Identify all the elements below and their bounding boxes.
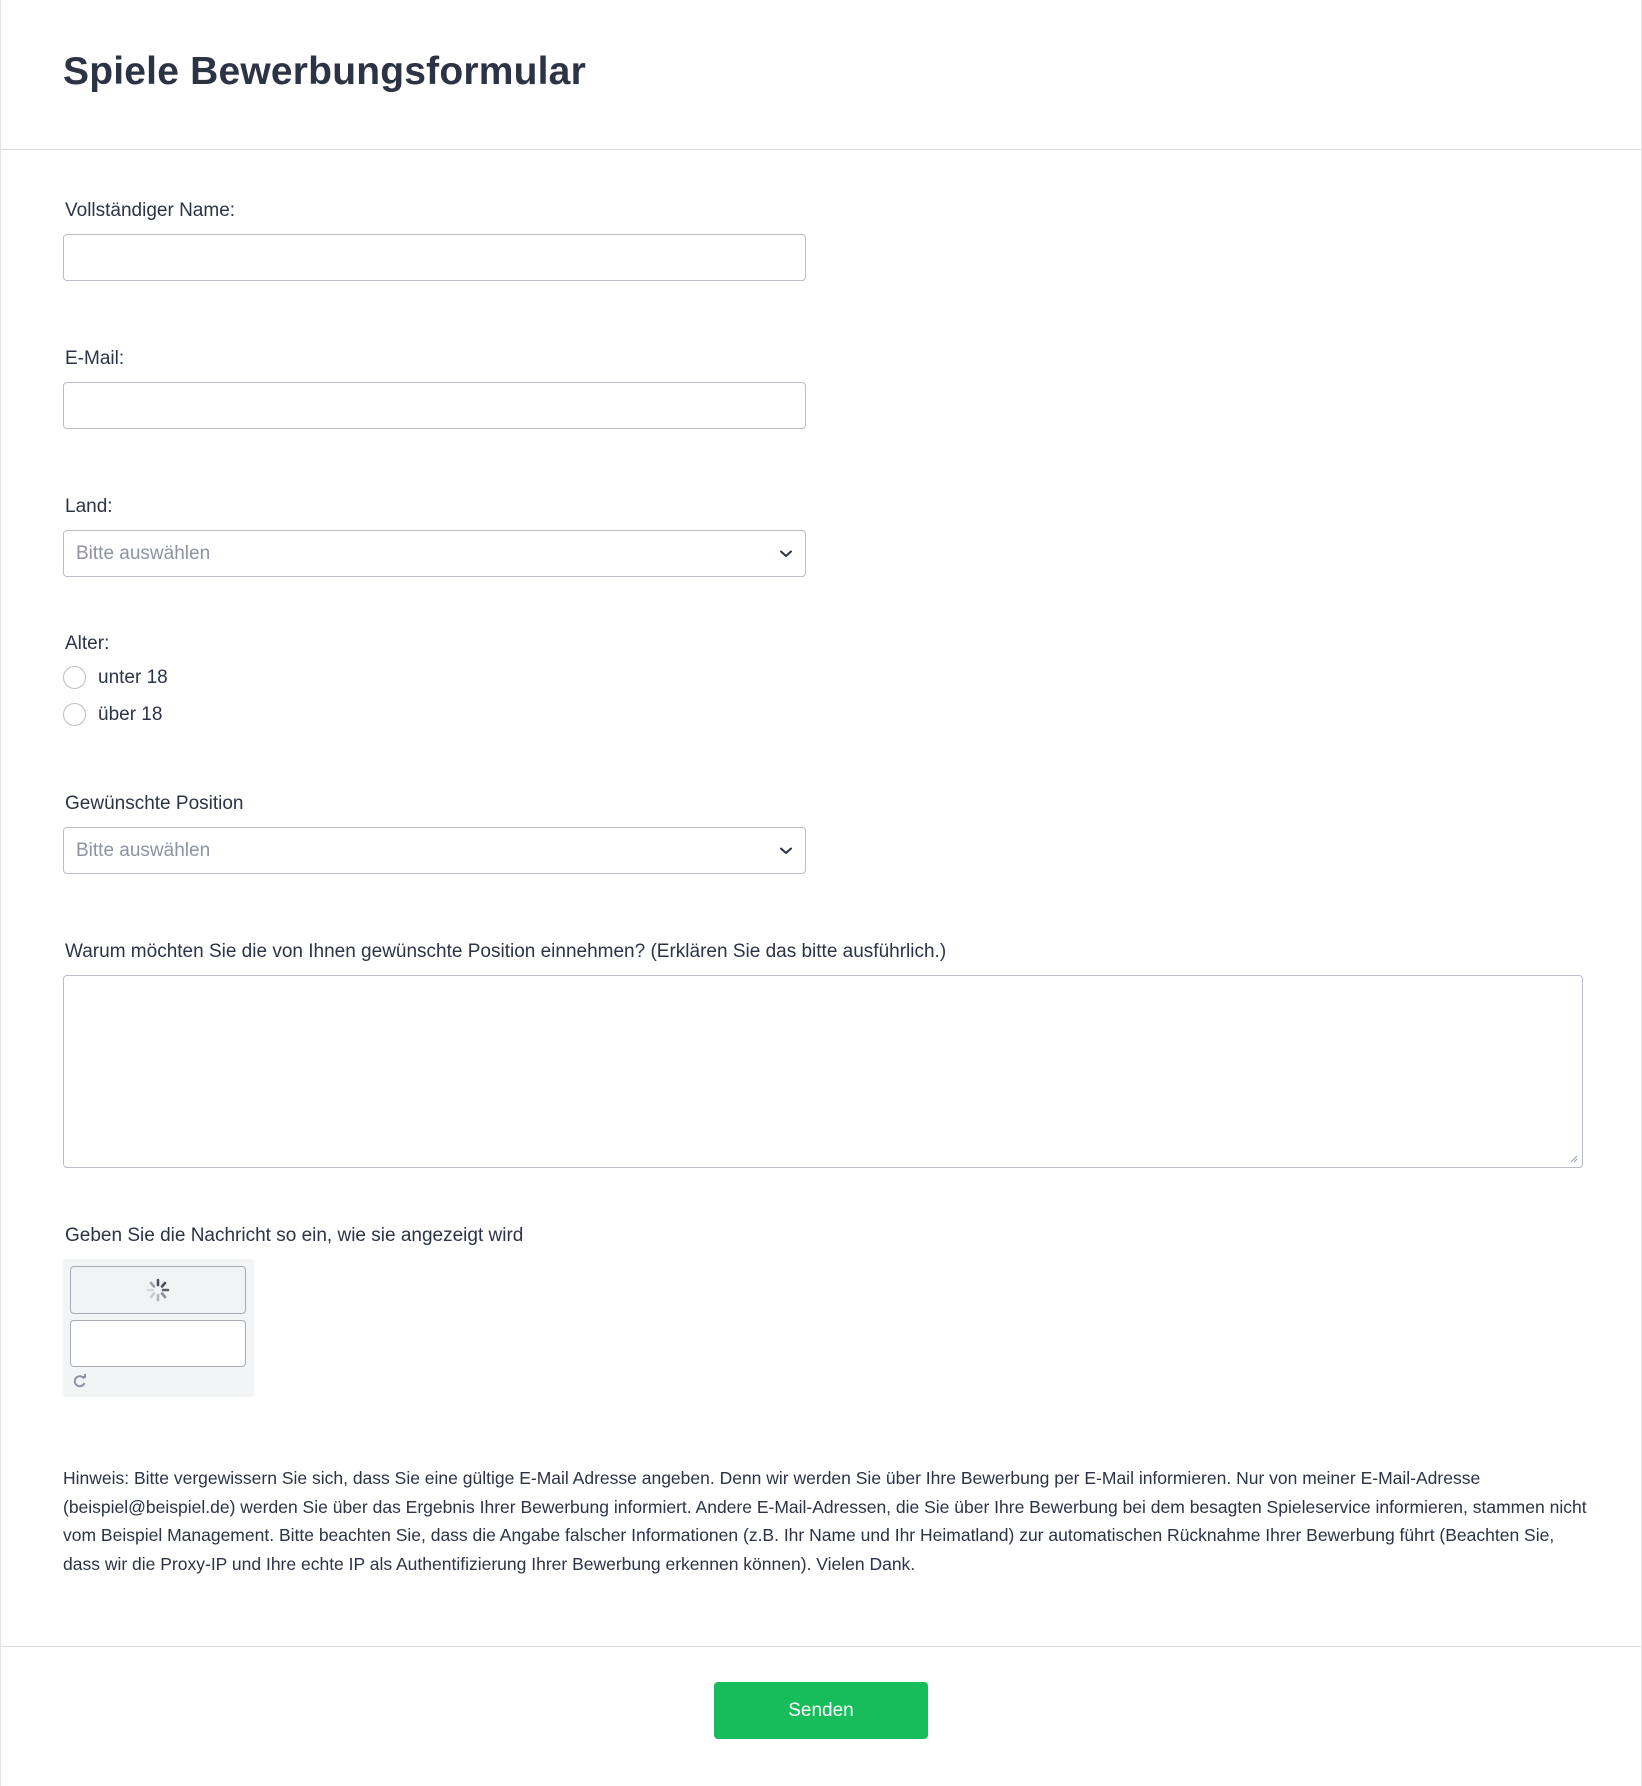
radio-under-18[interactable] xyxy=(63,666,86,689)
email-label: E-Mail: xyxy=(65,348,125,369)
email-input[interactable] xyxy=(63,382,806,429)
full-name-label: Vollständiger Name: xyxy=(65,200,236,221)
notice-text: Hinweis: Bitte vergewissern Sie sich, dass Sie eine gültige E-Mail Adresse angeben. Denn wir werden Sie über Ihre Bewerbung per E-Mail informieren. Nur von meiner E-Mail-Adresse (beispiel@beispiel.de) werden Sie über das Ergebnis Ihrer Bewerbung informiert. Andere E-Mail-Adressen, die Sie über Ihre Bewerbung bei dem besagten Spieleservice informieren, stammen nicht vom Beispiel Management. Bitte beachten Sie, dass die Angabe falscher Informationen (z.B. Ihr Name und Ihr Heimatland) zur automatischen Rücknahme Ihrer Bewerbung führt (Beachten Sie, dass wir die Proxy-IP und Ihre echte IP als Authentifizierung Ihrer Bewerbung erkennen können). Vielen Dank. xyxy=(63,1468,1587,1574)
refresh-icon[interactable] xyxy=(72,1373,88,1389)
age-option-under-18[interactable] xyxy=(63,659,1579,696)
captcha-widget xyxy=(63,1259,254,1397)
age-label: Alter: xyxy=(65,633,110,654)
age-field xyxy=(63,633,1579,733)
full-name-field xyxy=(63,200,1579,281)
email-field xyxy=(63,348,1579,429)
position-select[interactable] xyxy=(63,827,806,874)
position-field xyxy=(63,793,1579,874)
resize-handle-icon[interactable] xyxy=(1569,1154,1578,1163)
position-select-value: Bitte auswählen xyxy=(76,839,211,861)
form-title: Spiele Bewerbungsformular xyxy=(63,50,586,93)
age-option-over-18[interactable] xyxy=(63,696,1579,733)
country-select[interactable] xyxy=(63,530,806,577)
loading-spinner-icon xyxy=(145,1277,171,1303)
captcha-label: Geben Sie die Nachricht so ein, wie sie angezeigt wird xyxy=(65,1225,524,1246)
full-name-input[interactable] xyxy=(63,234,806,281)
radio-label-under-18: unter 18 xyxy=(98,666,168,688)
form-body xyxy=(1,200,1641,1578)
country-field xyxy=(63,496,1579,577)
radio-label-over-18: über 18 xyxy=(98,703,163,725)
reason-textarea[interactable] xyxy=(63,975,1583,1168)
submit-button[interactable]: Senden xyxy=(714,1682,928,1739)
form-header xyxy=(1,0,1641,150)
radio-over-18[interactable] xyxy=(63,703,86,726)
position-label: Gewünschte Position xyxy=(65,793,244,814)
country-select-value: Bitte auswählen xyxy=(76,542,211,564)
captcha-image xyxy=(70,1266,246,1314)
chevron-down-icon xyxy=(779,547,793,561)
chevron-down-icon xyxy=(779,844,793,858)
form-footer xyxy=(1,1646,1641,1786)
reason-label: Warum möchten Sie die von Ihnen gewünschte Position einnehmen? (Erklären Sie das bitte ausführlich.) xyxy=(65,941,947,962)
captcha-input[interactable] xyxy=(70,1320,246,1367)
captcha-field xyxy=(63,1225,1579,1397)
country-label: Land: xyxy=(65,496,113,517)
reason-field xyxy=(63,941,1579,1168)
